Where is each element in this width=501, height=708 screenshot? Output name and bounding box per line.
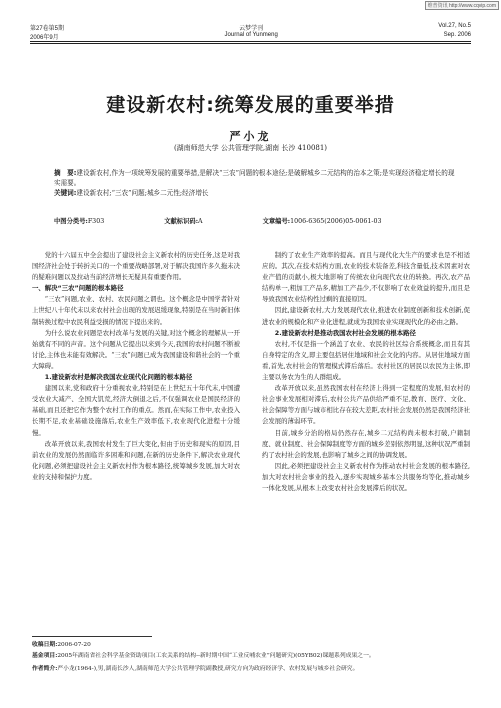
author-affiliation: (湖南师范大学 公共管理学院,湖南 长沙 410081) xyxy=(173,144,328,152)
watermark[interactable]: 维普资讯 http://www.cqvip.com xyxy=(425,1,499,10)
clc-code: 中图分类号:F303 xyxy=(54,218,105,225)
article-id: 文章编号:1006-6365(2006)05-0061-03 xyxy=(262,218,382,225)
keywords-label: 关键词: xyxy=(54,189,77,197)
body-paragraph: 改革开放以来,虽然我国农村在经济上得到一定程度的发展,但农村的社会事业发展相对滞后,农村公共产品供给严重不足,教育、医疗、文化、社会保障等方面与城市相比存在较大差距,农村社会发展仍然是我国经济社会发展的薄弱环节。 xyxy=(262,384,470,426)
footnote-rule xyxy=(32,636,152,637)
footnote-received: 收稿日期:2006-07-20 xyxy=(32,642,91,648)
article-title: 建设新农村:统筹发展的重要举措 xyxy=(106,94,395,116)
body-paragraph: 农村,不仅是指一个涵盖了农业、农民的社区综合系统概念,而且有其自身特定的含义,即主要包括居住地域和社会文化的内容。从居住地域方面看,首先,农村社会的管理模式滞后落后。农村社区的居民以农民为主体,即主要以务农为生的人群组成。 xyxy=(262,339,470,382)
header-rule-thin xyxy=(30,43,471,44)
body-paragraph: 党的十六届五中全会提出了建设社会主义新农村的历史任务,这是对我国经济社会处于转折关口的一个重要战略部署,对于解决我国许多久拖未决的疑难问题以及拉动当前经济增长无疑具有重要作用。 xyxy=(32,251,240,282)
abstract-label: 摘 要: xyxy=(54,169,77,177)
article-author: 严小龙 xyxy=(229,130,272,143)
running-header-bottom xyxy=(30,32,471,41)
footnote-fund: 基金项目:2005年湖南省社会科学基金资助项目(工农关系的结构--新时期中国“工业反哺农业”问题研究)(05YB02)课题系列成果之一。 xyxy=(32,653,375,659)
section-heading: 一、解决“三农”问题的根本路径 xyxy=(32,284,124,293)
body-paragraph: 因此,必须把建设社会主义新农村作为推动农村社会发展的根本路径,加大对农村社会事业的投入,逐步实现城乡基本公共服务均等化,推动城乡一体化发展,从根本上改变农村社会发展滞后的状况。 xyxy=(262,461,470,492)
footnote-author: 作者简介:严小龙(1964-),男,湖南长沙人,湖南师范大学公共管理学院副教授,研究方向为政府经济学、农村发展与城乡社会研究。 xyxy=(32,666,359,672)
abstract-block xyxy=(54,168,461,198)
classification-row xyxy=(54,216,461,225)
body-paragraph: 建国以来,党和政府十分重视农业,特别是在上世纪五十年代末,中国遭受农业大减产、全国大饥荒,经济大倒退之后,不仅强调农业是国民经济的基础,而且还把它作为整个农村工作的重点。然而,在实际工作中,农业投入长期不足,农业基础设施落后,农业生产效率低下,农业现代化进程十分缓慢。 xyxy=(32,384,240,437)
body-paragraph: 改革开放以来,我国农村发生了巨大变化,但由于历史和现实的原因,目前农业的发展仍然面临许多困难和问题,在新的历史条件下,解决农业现代化问题,必须把建设社会主义新农村作为根本路径,统筹城乡发展,加大对农业的支持和保护力度。 xyxy=(32,439,240,481)
right-column xyxy=(262,250,470,494)
running-header-top xyxy=(30,23,471,32)
section-heading: 2.建设新农村是推动我国农村社会发展的根本路径 xyxy=(274,328,416,337)
volume-cn: 第27卷第5期 xyxy=(30,26,65,32)
header-rule xyxy=(30,41,471,42)
body-paragraph: 目前,城乡分治的格局仍然存在,城乡二元结构尚未根本打破,户籍制度、就业制度、社会保障制度等方面的城乡差别依然明显,这种状况严重制约了农村社会的发展,也影响了城乡之间的协调发展。 xyxy=(262,428,470,459)
volume-en: Vol.27, No.5 xyxy=(438,23,471,29)
journal-cn: 云梦学刊 xyxy=(239,26,264,32)
body-paragraph: “三农”问题,农业、农村、农民问题之谓也。这个概念是中国学者针对上世纪八十年代末以来农村社会出现的发展迟缓现象,特别是在当时新旧体制转换过程中农民利益受损的情况下提出来的。 xyxy=(32,295,240,326)
body-paragraph: 为什么说农业问题是农村改革与发展的关键,对这个概念的理解从一开始就有不同的声音。这个问题从它提出以来到今天,我国的农村问题不断被讨论,主体也未能有效解决。“三农”问题已成为我国建设和谐社会的一个重大障碍。 xyxy=(32,328,240,370)
body-paragraph: 因此,建设新农村,大力发展现代农业,推进农业制度创新和技术创新,促进农业的规模化和产业化进程,就成为我国农业实现现代化的必由之路。 xyxy=(262,306,470,326)
journal-en: Journal of Yunmeng xyxy=(224,32,278,38)
body-paragraph: 制约了农业生产效率的提高。而且与现代化大生产的要求也是不相适应的。其次,在技术结构方面,农业的技术装备差,科技含量低,技术因素对农业产值的贡献小,极大地影响了传统农业向现代农业的转换。再次,农产品结构单一,粗加工产品多,精加工产品少,不仅影响了农业效益的提升,而且是导致我国农业结构性过剩的直接原因。 xyxy=(262,251,470,304)
abstract-text: 建设新农村,作为一项统筹发展的重要举措,是解决“三农”问题的根本途径;是破解城乡二元结构的治本之策;是实现经济稳定增长的现实需要。 xyxy=(54,169,455,187)
keywords-text: 建设新农村;“三农”问题;城乡二元性;经济增长 xyxy=(76,189,209,197)
date-en: Sep. 2006 xyxy=(443,32,471,38)
doc-code: 文献标识码:A xyxy=(164,218,203,225)
date-cn: 2006年9月 xyxy=(30,35,59,41)
left-column xyxy=(32,250,240,483)
abstract xyxy=(54,168,461,188)
keywords xyxy=(54,188,461,198)
section-heading: 1.建设新农村是解决我国农业现代化问题的根本路径 xyxy=(44,373,193,382)
